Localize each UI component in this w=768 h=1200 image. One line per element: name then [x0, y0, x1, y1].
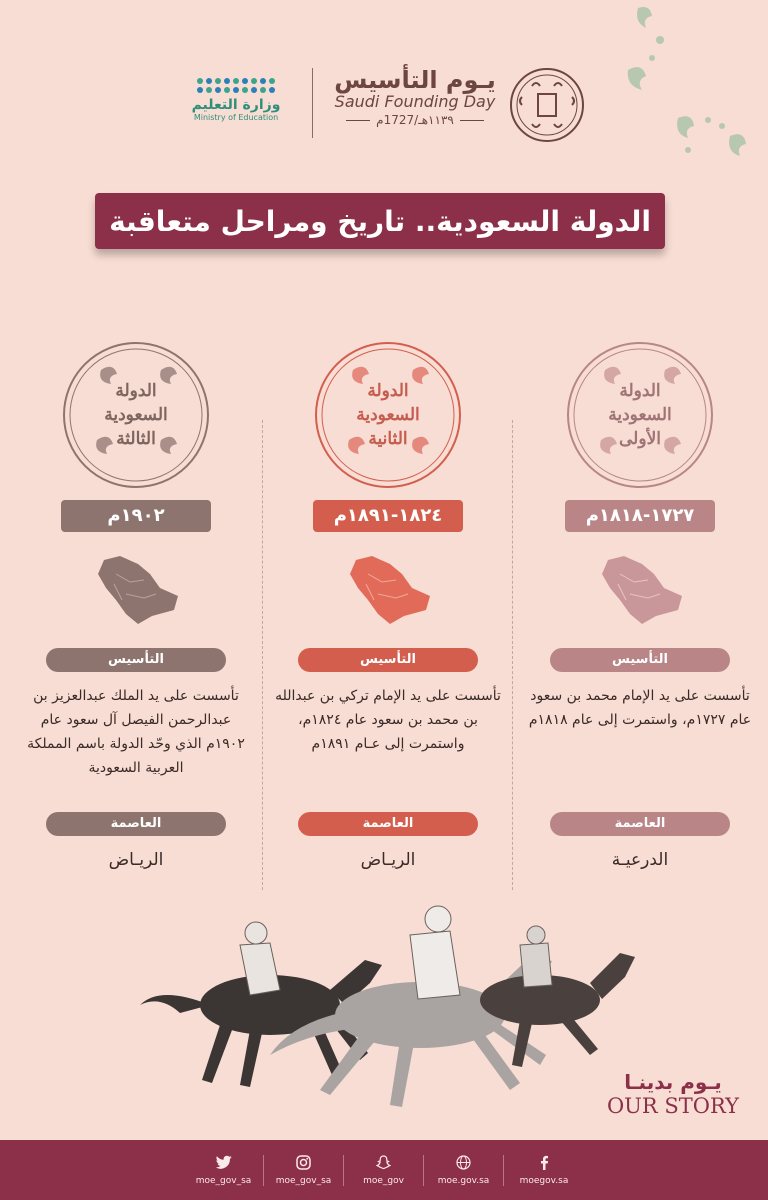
- snapchat-link[interactable]: [344, 1155, 424, 1186]
- facebook-icon: [504, 1155, 584, 1173]
- founding-day-arabic: يـوم التأسيس: [334, 66, 496, 94]
- snapchat-icon: [344, 1155, 423, 1173]
- period-badge: ١٧٢٧-١٨١٨م: [565, 500, 715, 532]
- state-seal: [565, 340, 715, 490]
- state-name-line: الثالثة: [116, 429, 156, 449]
- twitter-icon: [184, 1155, 263, 1173]
- page-title: الدولة السعودية.. تاريخ ومراحل متعاقبة: [109, 204, 651, 238]
- state-name-line: السعودية: [608, 405, 672, 425]
- founding-day-logo: [330, 66, 500, 127]
- website-link[interactable]: [424, 1155, 504, 1186]
- founding-day-years: ١١٣٩هـ/1727م: [330, 113, 500, 127]
- moe-dots-icon: [180, 78, 292, 93]
- state-column-third: [16, 340, 256, 870]
- period-badge: ١٩٠٢م: [61, 500, 211, 532]
- state-name-line: الدولة: [115, 381, 157, 401]
- moe-arabic-name: وزارة التعليم: [191, 97, 281, 113]
- state-column-second: [268, 340, 508, 870]
- column-divider: [512, 420, 513, 890]
- state-seal: [313, 340, 463, 490]
- founding-label: التأسيس: [46, 648, 226, 672]
- capital-label: العاصمة: [46, 812, 226, 836]
- website-handle: moe.gov.sa: [437, 1175, 490, 1186]
- horse-riders-illustration: [120, 895, 640, 1125]
- state-name-line: الثانية: [368, 429, 408, 449]
- instagram-handle: moe_gov_sa: [275, 1175, 332, 1186]
- state-name-line: الأولى: [619, 429, 661, 449]
- our-story-english: OUR STORY: [606, 1094, 740, 1118]
- twitter-handle: moe_gov_sa: [195, 1175, 252, 1186]
- column-divider: [262, 420, 263, 890]
- founding-day-emblem-icon: [508, 66, 586, 144]
- state-name-line: الدولة: [367, 381, 409, 401]
- twitter-link[interactable]: [184, 1155, 264, 1186]
- founding-label: التأسيس: [550, 648, 730, 672]
- founding-day-english: Saudi Founding Day: [334, 92, 496, 111]
- state-column-first: [520, 340, 760, 870]
- state-seal: [61, 340, 211, 490]
- capital-name: الريـاض: [108, 850, 164, 870]
- capital-label: العاصمة: [550, 812, 730, 836]
- corner-ornament-icon: [618, 0, 768, 180]
- moe-english-name: Ministry of Education: [193, 113, 279, 122]
- founding-description: تأسست على يد الملك عبدالعزيز بن عبدالرحمن الفيصل آل سعود عام ١٩٠٢م الذي وحّد الدولة باسم المملكة العربية السعودية: [27, 688, 245, 776]
- capital-name: الريـاض: [360, 850, 416, 870]
- saudi-map-icon: [86, 554, 186, 626]
- our-story-logo: [598, 1070, 748, 1118]
- founding-label: التأسيس: [298, 648, 478, 672]
- header: [0, 58, 768, 148]
- instagram-link[interactable]: [264, 1155, 344, 1186]
- founding-description: تأسست على يد الإمام تركي بن عبدالله بن محمد بن سعود عام ١٨٢٤م، واستمرت إلى عـام ١٨٩١م: [275, 688, 501, 752]
- facebook-link[interactable]: [504, 1155, 584, 1186]
- saudi-map-icon: [590, 554, 690, 626]
- capital-name: الدرعيـة: [611, 850, 669, 870]
- period-badge: ١٨٢٤-١٨٩١م: [313, 500, 463, 532]
- snapchat-handle: moe_gov: [363, 1175, 404, 1186]
- our-story-arabic: يـوم بدينـا: [624, 1070, 722, 1094]
- capital-label: العاصمة: [298, 812, 478, 836]
- header-divider: [312, 68, 313, 138]
- founding-description: تأسست على يد الإمام محمد بن سعود عام ١٧٢٧م، واستمرت إلى عام ١٨١٨م: [528, 688, 752, 728]
- globe-icon: [424, 1155, 503, 1173]
- social-footer: [0, 1140, 768, 1200]
- instagram-icon: [264, 1155, 343, 1173]
- facebook-handle: moegov.sa: [519, 1175, 569, 1186]
- state-name-line: السعودية: [356, 405, 420, 425]
- saudi-map-icon: [338, 554, 438, 626]
- state-name-line: الدولة: [619, 381, 661, 401]
- title-banner: [95, 193, 665, 249]
- state-name-line: السعودية: [104, 405, 168, 425]
- ministry-of-education-logo: [180, 78, 292, 122]
